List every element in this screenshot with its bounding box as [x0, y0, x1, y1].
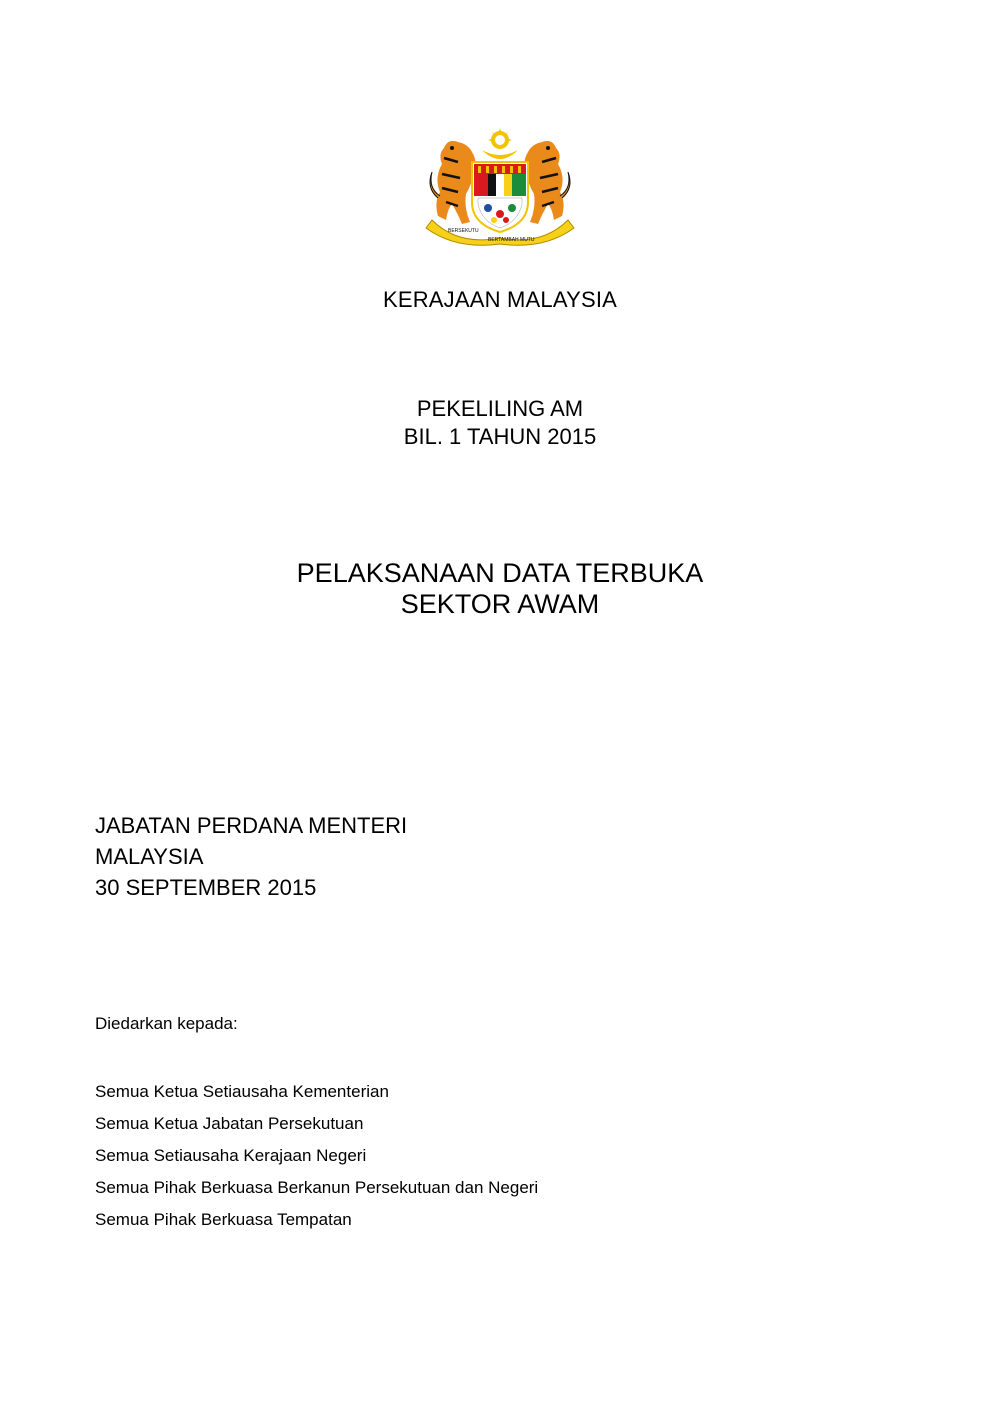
- list-item: Semua Ketua Jabatan Persekutuan: [95, 1114, 364, 1133]
- svg-text:BERSEKUTU: BERSEKUTU: [448, 228, 479, 234]
- distribution-list: [95, 1076, 538, 1236]
- list-item: Semua Pihak Berkuasa Berkanun Persekutuan dan Negeri: [95, 1178, 539, 1197]
- title-line-2: SEKTOR AWAM: [400, 589, 600, 619]
- issuer-heading: KERAJAAN MALAYSIA: [382, 287, 618, 312]
- circular-number: BIL. 1 TAHUN 2015: [403, 424, 597, 449]
- list-item: Semua Ketua Setiausaha Kementerian: [95, 1082, 389, 1101]
- distribution-heading: Diedarkan kepada:: [95, 1014, 238, 1033]
- shield-icon: [472, 162, 528, 232]
- malaysia-coat-of-arms-icon: [418, 128, 582, 246]
- document-title: [0, 558, 1000, 620]
- crescent-star-icon: [482, 128, 518, 159]
- list-item: Semua Setiausaha Kerajaan Negeri: [95, 1146, 367, 1165]
- list-item: Semua Pihak Berkuasa Tempatan: [95, 1210, 352, 1229]
- circular-type: PEKELILING AM: [416, 396, 584, 421]
- country-name: MALAYSIA: [95, 844, 204, 869]
- left-tiger-icon: [430, 141, 476, 224]
- issuing-department-block: [95, 810, 407, 903]
- issue-date: 30 SEPTEMBER 2015: [95, 875, 317, 900]
- right-tiger-icon: [524, 141, 570, 224]
- circular-reference: [0, 395, 1000, 451]
- department-name: JABATAN PERDANA MENTERI: [95, 813, 408, 838]
- svg-text:BERTAMBAH MUTU: BERTAMBAH MUTU: [488, 237, 535, 243]
- title-line-1: PELAKSANAAN DATA TERBUKA: [296, 558, 704, 588]
